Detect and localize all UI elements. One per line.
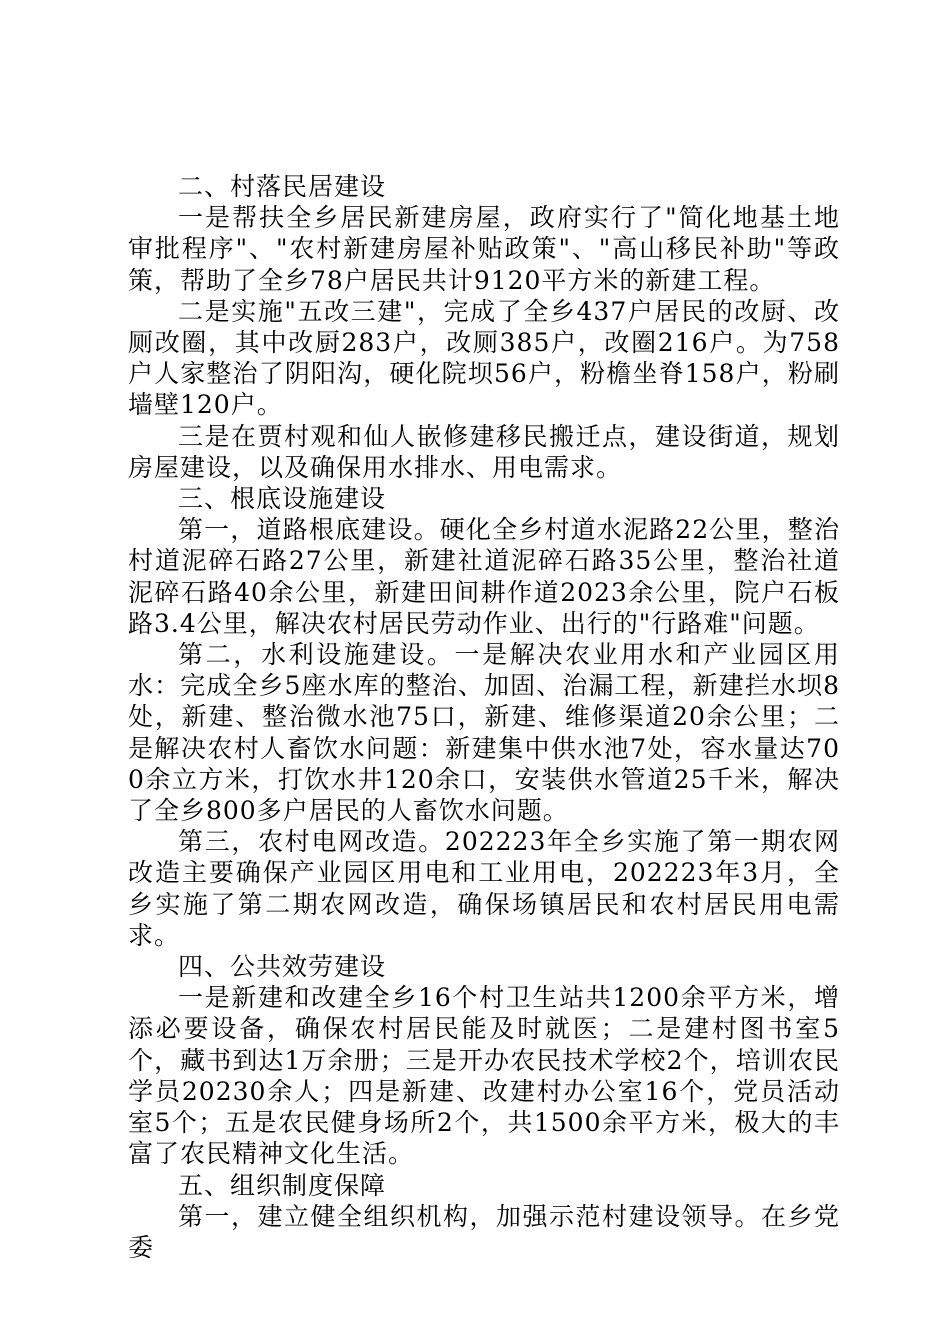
paragraph-water-facilities: 第二，水利设施建设。一是解决农业用水和产业园区用水：完成全乡5座水库的整治、加固、治漏工程，新建拦水坝8处，新建、整治微水池75口，新建、维修渠道20余公里；二是解决农村人畜饮水问题：新建集中供水池7处，容水量达700余立方米，打饮水井120余口，安装供水管道25千米，解决了全乡800多户居民的人畜饮水问题。 — [128, 640, 840, 826]
paragraph-power-grid: 第三，农村电网改造。202223年全乡实施了第一期农网改造主要确保产业园区用电和工业用电，202223年3月，全乡实施了第二期农网改造，确保场镇居民和农村居民用电需求。 — [128, 827, 840, 950]
paragraph-relocation-sites: 三是在贾村观和仙人嵌修建移民搬迁点，建设街道，规划房屋建设，以及确保用水排水、用电需求。 — [128, 421, 840, 482]
section-heading-public-services: 四、公共效劳建设 — [178, 952, 387, 982]
paragraph-public-services: 一是新建和改建全乡16个村卫生站共1200余平方米，增添必要设备，确保农村居民能及时就医；二是建村图书室5个，藏书到达1万余册；三是开办农民技术学校2个，培训农民学员20230余人；四是新建、改建村办公室16个，党员活动室5个；五是农民健身场所2个，共1500余平方米，极大的丰富了农民精神文化生活。 — [128, 983, 840, 1169]
document-page — [128, 171, 840, 1263]
paragraph-new-housing: 一是帮扶全乡居民新建房屋，政府实行了"简化地基土地审批程序"、"农村新建房屋补贴政策"、"高山移民补助"等政策，帮助了全乡78户居民共计9120平方米的新建工程。 — [128, 203, 840, 295]
paragraph-organization: 第一，建立健全组织机构，加强示范村建设领导。在乡党委 — [128, 1201, 840, 1262]
paragraph-roads: 第一，道路根底建设。硬化全乡村道水泥路22公里，整治村道泥碎石路27公里，新建社道泥碎石路35公里，整治社道泥碎石路40余公里，新建田间耕作道2023余公里，院户石板路3.4公里，解决农村居民劳动作业、出行的"行路难"问题。 — [128, 515, 840, 638]
section-heading-organization: 五、组织制度保障 — [178, 1170, 387, 1200]
section-heading-infrastructure: 三、根底设施建设 — [178, 484, 387, 514]
section-heading-village-housing: 二、村落民居建设 — [178, 172, 387, 201]
paragraph-five-reforms: 二是实施"五改三建"，完成了全乡437户居民的改厨、改厕改圈，其中改厨283户，改厕385户，改圈216户。为758户人家整治了阴阳沟，硬化院坝56户，粉檐坐脊158户，粉刷墙壁120户。 — [128, 296, 840, 420]
